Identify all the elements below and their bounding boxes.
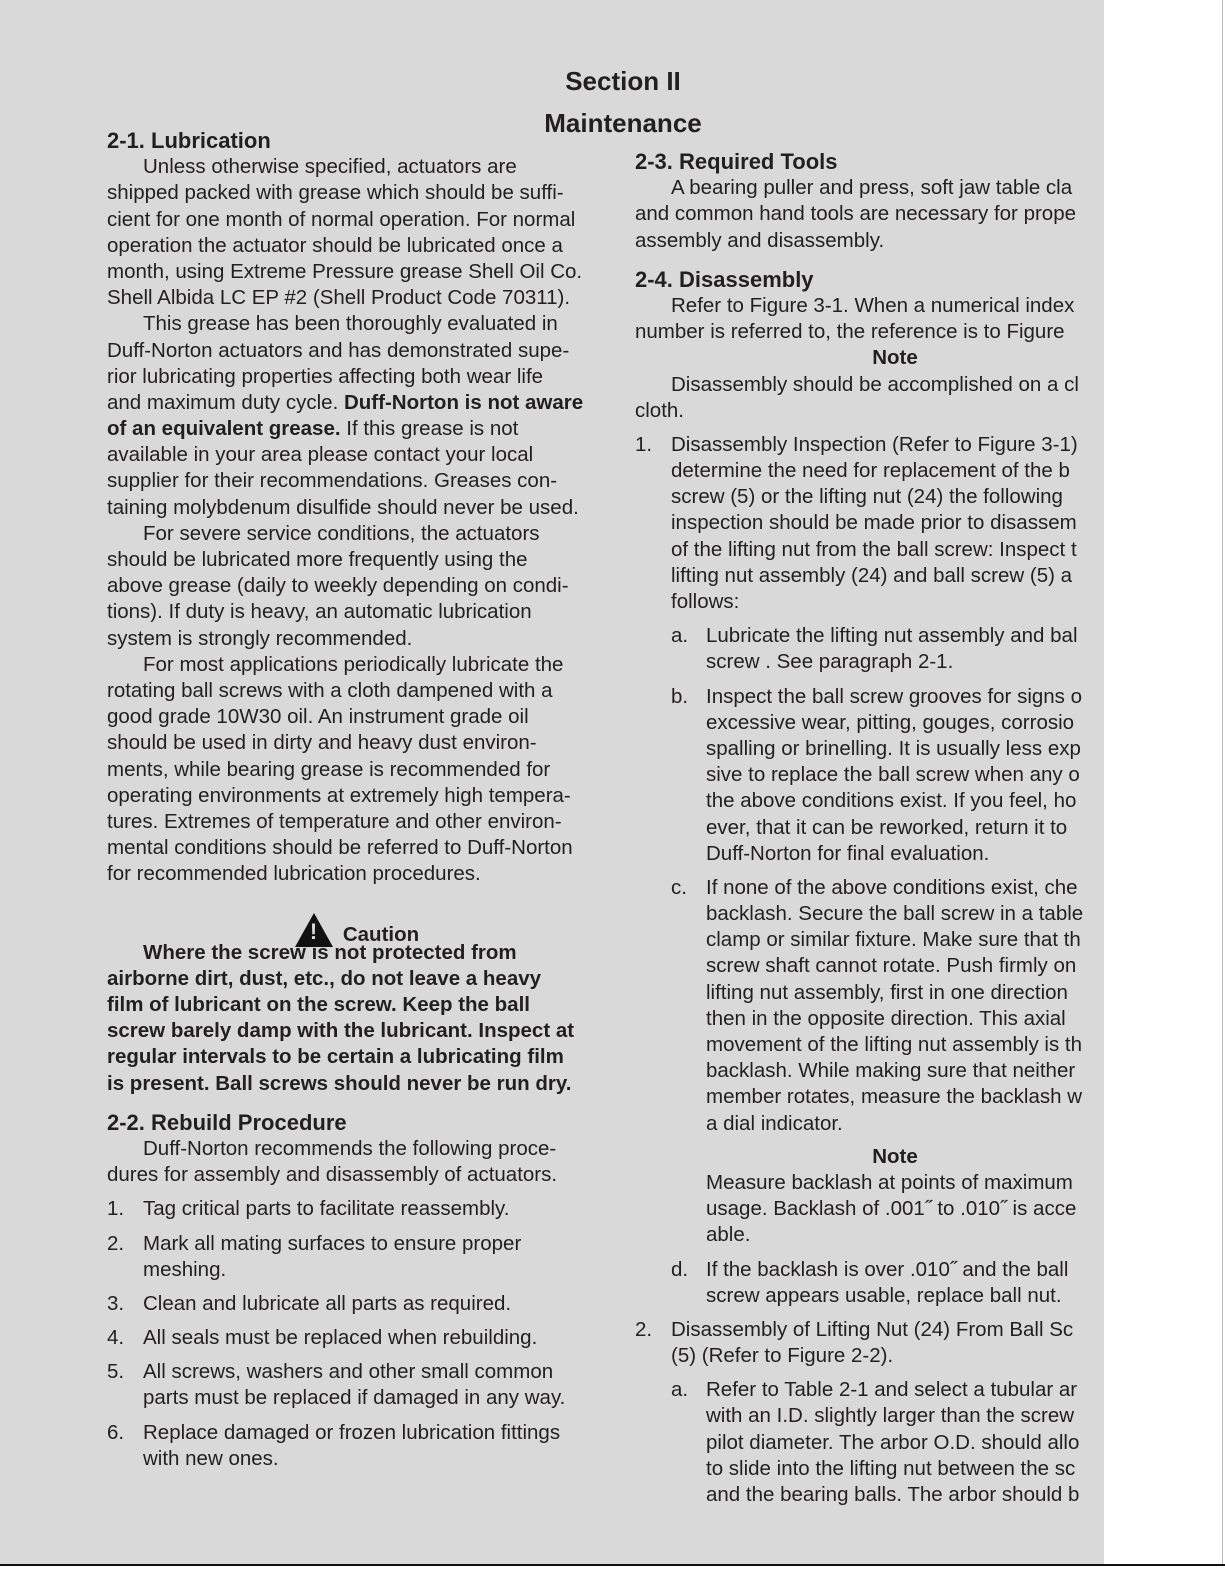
heading-block bbox=[107, 128, 607, 154]
list-item bbox=[671, 1257, 1104, 1309]
para-block bbox=[107, 311, 607, 521]
text-line: Inspect the ball screw grooves for signs o bbox=[706, 684, 1083, 708]
para-block bbox=[107, 521, 607, 652]
text-line: cloth. bbox=[635, 398, 684, 422]
text-line bbox=[107, 913, 607, 947]
text-line: excessive wear, pitting, gouges, corrosio bbox=[706, 710, 1075, 734]
text-line: Refer to Table 2-1 and select a tubular ar bbox=[706, 1378, 1078, 1402]
bottom-rule bbox=[0, 1564, 1225, 1566]
text-line: and the bearing balls. The arbor should b bbox=[706, 1483, 1080, 1506]
text-span: and maximum duty cycle. bbox=[107, 390, 344, 414]
text-line: rotating ball screws with a cloth dampened with a bbox=[107, 678, 553, 702]
text-line: For most applications periodically lubricate the bbox=[143, 652, 564, 676]
text-line: sive to replace the ball screw when any o bbox=[706, 763, 1080, 787]
text-line: operating environments at extremely high tempera- bbox=[107, 783, 571, 807]
list-number: 5. bbox=[107, 1360, 125, 1384]
heading-block bbox=[635, 267, 1104, 293]
text-line: 2-1. Lubrication bbox=[107, 128, 271, 153]
text-line: Duff-Norton actuators and has demonstrated supe- bbox=[107, 338, 570, 362]
text-line: If none of the above conditions exist, che bbox=[706, 875, 1078, 899]
text-line: backlash. While making sure that neither bbox=[706, 1059, 1076, 1083]
text-line: dures for assembly and disassembly of actuators. bbox=[107, 1163, 558, 1187]
text-line: Clean and lubricate all parts as required. bbox=[143, 1291, 512, 1315]
text-line: airborne dirt, dust, etc., do not leave a heavy bbox=[107, 966, 542, 990]
text-line: 2-4. Disassembly bbox=[635, 266, 814, 292]
para-block bbox=[107, 154, 607, 311]
text-line: tures. Extremes of temperature and other environ- bbox=[107, 809, 562, 833]
text-line: Duff-Norton recommends the following proce- bbox=[143, 1136, 557, 1160]
para-block bbox=[107, 652, 607, 888]
text-line: number is referred to, the reference is to Figure bbox=[635, 320, 1065, 344]
text-line: Shell Albida LC EP #2 (Shell Product Code 70311). bbox=[107, 286, 571, 310]
text-line: cient for one month of normal operation. For normal bbox=[107, 207, 576, 231]
text-line: the above conditions exist. If you feel, ho bbox=[706, 789, 1077, 813]
list-number: a. bbox=[671, 1378, 689, 1402]
text-line: good grade 10W30 oil. An instrument grade oil bbox=[107, 705, 529, 729]
text-line: meshing. bbox=[143, 1257, 227, 1281]
section-title: Section II bbox=[565, 66, 681, 96]
text-line: Note bbox=[872, 1144, 918, 1168]
item-block bbox=[107, 1359, 607, 1411]
sub-list-item bbox=[635, 684, 1104, 867]
text-line: Lubricate the lifting nut assembly and bal bbox=[706, 624, 1078, 648]
caution-block bbox=[107, 913, 607, 947]
heading-block bbox=[107, 1110, 607, 1136]
sub-list-item bbox=[635, 875, 1104, 1137]
text-line: rior lubricating properties affecting both wear life bbox=[107, 364, 544, 388]
text-line: above grease (daily to weekly depending on condi- bbox=[107, 574, 569, 598]
text-line: assembly and disassembly. bbox=[635, 228, 885, 252]
item-block bbox=[107, 1325, 607, 1351]
text-line: Note bbox=[872, 346, 918, 370]
text-line: pilot diameter. The arbor O.D. should allo bbox=[706, 1430, 1080, 1454]
text-line: of the lifting nut from the ball screw: Inspect t bbox=[671, 537, 1077, 561]
text-line: screw barely damp with the lubricant. Inspect at bbox=[107, 1019, 575, 1043]
para-block bbox=[635, 293, 1104, 345]
text-line: should be lubricated more frequently using the bbox=[107, 548, 528, 571]
para-block bbox=[635, 175, 1104, 254]
list-number: 1. bbox=[107, 1197, 125, 1221]
list-number: d. bbox=[671, 1257, 689, 1281]
text-line: to slide into the lifting nut between the sc bbox=[706, 1456, 1076, 1480]
text-line: A bearing puller and press, soft jaw table cla bbox=[671, 176, 1073, 200]
text-line: member rotates, measure the backlash w bbox=[706, 1085, 1082, 1109]
text-line: Refer to Figure 3-1. When a numerical index bbox=[671, 293, 1075, 317]
text-line: with new ones. bbox=[143, 1446, 279, 1470]
text-line bbox=[107, 390, 607, 416]
text-line: tions). If duty is heavy, an automatic lubrication bbox=[107, 600, 532, 624]
text-line: a dial indicator. bbox=[706, 1111, 843, 1135]
text-line: operation the actuator should be lubricated once a bbox=[107, 233, 563, 257]
sub-list-item bbox=[635, 1377, 1104, 1508]
text-line: ever, that it can be reworked, return it to bbox=[706, 815, 1068, 839]
para-block bbox=[635, 372, 1104, 424]
text-line: for recommended lubrication procedures. bbox=[107, 862, 481, 886]
list-number: 4. bbox=[107, 1326, 125, 1350]
text-line: Disassembly Inspection (Refer to Figure 3-1) bbox=[671, 432, 1078, 456]
text-line: able. bbox=[706, 1223, 751, 1247]
sub-list-item bbox=[635, 1257, 1104, 1309]
text-line: Where the screw is not protected from bbox=[143, 940, 517, 964]
text-line: Tag critical parts to facilitate reassembly. bbox=[143, 1197, 510, 1221]
list-item bbox=[671, 684, 1104, 867]
item-block bbox=[635, 1317, 1104, 1369]
text-line: screw shaft cannot rotate. Push firmly on bbox=[706, 954, 1077, 978]
list-number: 2. bbox=[635, 1317, 653, 1341]
list-number: 1. bbox=[635, 432, 653, 456]
text-line: should be used in dirty and heavy dust environ- bbox=[107, 731, 537, 755]
text-span: If this grease is not bbox=[340, 417, 519, 441]
list-number: 2. bbox=[107, 1231, 125, 1255]
text-line: backlash. Secure the ball screw in a table bbox=[706, 902, 1084, 926]
text-line: This grease has been thoroughly evaluated in bbox=[143, 312, 558, 336]
text-line: Mark all mating surfaces to ensure proper bbox=[143, 1231, 522, 1255]
caution-label: Caution bbox=[342, 923, 420, 947]
text-line: ments, while bearing grease is recommended for bbox=[107, 757, 551, 781]
text-line: 2-3. Required Tools bbox=[635, 149, 838, 174]
text-line: month, using Extreme Pressure grease Shell Oil Co. bbox=[107, 259, 583, 283]
text-line: system is strongly recommended. bbox=[107, 626, 413, 650]
text-line: mental conditions should be referred to Duff-Norton bbox=[107, 836, 573, 860]
bold-text: of an equivalent grease. bbox=[107, 417, 341, 441]
right-column bbox=[635, 149, 1104, 1508]
text-line: clamp or similar fixture. Make sure that th bbox=[706, 928, 1081, 952]
list-item bbox=[671, 1377, 1104, 1508]
text-line: available in your area please contact your local bbox=[107, 443, 534, 467]
text-line: supplier for their recommendations. Greases con- bbox=[107, 469, 558, 493]
text-line: lifting nut assembly (24) and ball screw (5) a bbox=[671, 563, 1073, 587]
list-item bbox=[671, 623, 1104, 675]
text-line: Duff-Norton for final evaluation. bbox=[706, 841, 990, 865]
text-line: then in the opposite direction. This axial bbox=[706, 1006, 1066, 1030]
text-line: shipped packed with grease which should be suffi- bbox=[107, 181, 564, 205]
text-line: film of lubricant on the screw. Keep the ball bbox=[107, 993, 530, 1016]
text-line: If the backlash is over .010˝ and the ball bbox=[706, 1257, 1069, 1281]
text-line: follows: bbox=[671, 590, 740, 613]
text-line: All seals must be replaced when rebuilding. bbox=[143, 1326, 538, 1350]
text-line: (5) (Refer to Figure 2-2). bbox=[671, 1344, 894, 1368]
item-block bbox=[107, 1196, 607, 1222]
text-line: Unless otherwise specified, actuators are bbox=[143, 155, 517, 179]
text-line: For severe service conditions, the actuators bbox=[143, 521, 540, 545]
list-number: b. bbox=[671, 684, 689, 708]
text-line: inspection should be made prior to disassem bbox=[671, 511, 1077, 535]
heading-block bbox=[635, 149, 1104, 175]
text-line: All screws, washers and other small common bbox=[143, 1360, 554, 1384]
section-subtitle: Maintenance bbox=[544, 108, 702, 138]
text-line: Replace damaged or frozen lubrication fittings bbox=[143, 1420, 561, 1444]
text-line: with an I.D. slightly larger than the screw bbox=[706, 1404, 1075, 1428]
list-number: 6. bbox=[107, 1420, 125, 1444]
bold-text: Duff-Norton is not aware bbox=[343, 390, 584, 414]
text-line: movement of the lifting nut assembly is th bbox=[706, 1033, 1083, 1056]
item-block bbox=[635, 432, 1104, 615]
text-line: lifting nut assembly, first in one direction bbox=[706, 980, 1068, 1004]
text-line: taining molybdenum disulfide should never be used. bbox=[107, 495, 579, 519]
text-line: usage. Backlash of .001˝ to .010˝ is acce bbox=[706, 1197, 1077, 1221]
warning-icon bbox=[295, 913, 333, 947]
sub-list-item bbox=[635, 623, 1104, 675]
list-number: c. bbox=[671, 875, 687, 899]
text-line: spalling or brinelling. It is usually less exp bbox=[706, 736, 1081, 760]
text-line: screw appears usable, replace ball nut. bbox=[706, 1283, 1062, 1307]
text-line bbox=[107, 416, 607, 442]
note-heading bbox=[635, 1144, 1104, 1170]
list-number: a. bbox=[671, 624, 689, 648]
text-line: screw . See paragraph 2-1. bbox=[706, 650, 954, 674]
text-line: 2-2. Rebuild Procedure bbox=[107, 1109, 347, 1135]
text-line: and common hand tools are necessary for prope bbox=[635, 202, 1077, 226]
page-edge bbox=[1222, 0, 1223, 1564]
text-line: screw (5) or the lifting nut (24) the following bbox=[671, 485, 1063, 509]
item-block bbox=[107, 1291, 607, 1317]
note-block bbox=[635, 345, 1104, 371]
para-block bbox=[107, 1136, 607, 1188]
left-column bbox=[107, 128, 607, 1472]
text-line: Disassembly should be accomplished on a cl bbox=[671, 372, 1079, 396]
text-line: regular intervals to be certain a lubricating film bbox=[107, 1045, 564, 1069]
note-text bbox=[635, 1170, 1104, 1249]
text-line: Disassembly of Lifting Nut (24) From Ball Sc bbox=[671, 1317, 1074, 1341]
text-line: determine the need for replacement of the b bbox=[671, 459, 1070, 483]
item-block bbox=[107, 1420, 607, 1472]
item-block bbox=[107, 1231, 607, 1283]
boldpara-block bbox=[107, 940, 607, 1097]
text-line: Measure backlash at points of maximum bbox=[706, 1170, 1073, 1194]
text-line: parts must be replaced if damaged in any way. bbox=[143, 1386, 566, 1410]
text-line: is present. Ball screws should never be run dry. bbox=[107, 1071, 572, 1095]
list-number: 3. bbox=[107, 1291, 125, 1315]
list-item bbox=[671, 875, 1104, 1137]
